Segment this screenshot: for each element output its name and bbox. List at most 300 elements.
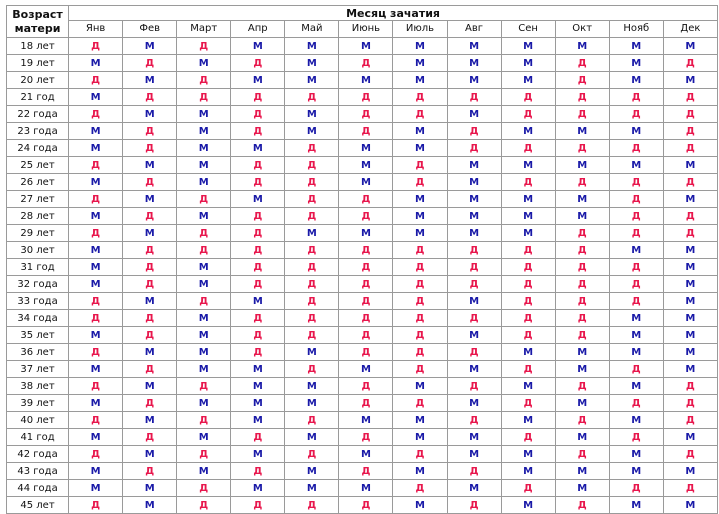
boy-cell: М (501, 412, 555, 429)
girl-cell: Д (123, 55, 177, 72)
boy-cell: М (177, 276, 231, 293)
boy-cell: М (339, 361, 393, 378)
mother-age-cell: 28 лет (7, 208, 69, 225)
boy-cell: М (177, 106, 231, 123)
boy-cell: М (609, 446, 663, 463)
boy-cell: М (231, 38, 285, 55)
conception-month-header: Месяц зачатия (69, 6, 718, 21)
mother-age-cell: 25 лет (7, 157, 69, 174)
month-header-10: Окт (555, 21, 609, 38)
boy-cell: М (555, 480, 609, 497)
girl-cell: Д (339, 497, 393, 514)
boy-cell: М (447, 55, 501, 72)
boy-cell: М (177, 463, 231, 480)
boy-cell: М (69, 463, 123, 480)
boy-cell: М (663, 72, 717, 89)
boy-cell: М (123, 106, 177, 123)
mother-age-header-line2: матери (14, 21, 61, 35)
girl-cell: Д (393, 174, 447, 191)
mother-age-cell: 20 лет (7, 72, 69, 89)
girl-cell: Д (231, 327, 285, 344)
month-names-row (7, 21, 718, 38)
boy-cell: М (609, 412, 663, 429)
girl-cell: Д (339, 429, 393, 446)
boy-cell: М (69, 140, 123, 157)
girl-cell: Д (447, 259, 501, 276)
girl-cell: Д (231, 174, 285, 191)
boy-cell: М (69, 208, 123, 225)
boy-cell: М (555, 208, 609, 225)
girl-cell: Д (609, 225, 663, 242)
table-row (7, 361, 718, 378)
boy-cell: М (393, 497, 447, 514)
girl-cell: Д (123, 310, 177, 327)
boy-cell: М (609, 327, 663, 344)
boy-cell: М (231, 412, 285, 429)
boy-cell: М (663, 463, 717, 480)
girl-cell: Д (285, 157, 339, 174)
girl-cell: Д (177, 225, 231, 242)
month-header-12: Дек (663, 21, 717, 38)
mother-age-header-line1: Возраст (12, 7, 63, 21)
girl-cell: Д (123, 327, 177, 344)
girl-cell: Д (393, 344, 447, 361)
girl-cell: Д (501, 174, 555, 191)
girl-cell: Д (609, 89, 663, 106)
girl-cell: Д (69, 225, 123, 242)
boy-cell: М (555, 429, 609, 446)
girl-cell: Д (177, 89, 231, 106)
boy-cell: М (69, 480, 123, 497)
boy-cell: М (231, 446, 285, 463)
boy-cell: М (555, 344, 609, 361)
boy-cell: М (123, 446, 177, 463)
girl-cell: Д (501, 293, 555, 310)
girl-cell: Д (285, 276, 339, 293)
boy-cell: М (609, 378, 663, 395)
mother-age-cell: 22 года (7, 106, 69, 123)
boy-cell: М (177, 259, 231, 276)
girl-cell: Д (285, 310, 339, 327)
girl-cell: Д (609, 395, 663, 412)
boy-cell: М (339, 174, 393, 191)
girl-cell: Д (177, 378, 231, 395)
table-row (7, 446, 718, 463)
boy-cell: М (555, 463, 609, 480)
boy-cell: М (393, 463, 447, 480)
girl-cell: Д (339, 293, 393, 310)
month-header-4: Апр (231, 21, 285, 38)
girl-cell: Д (501, 480, 555, 497)
girl-cell: Д (501, 242, 555, 259)
boy-cell: М (285, 106, 339, 123)
girl-cell: Д (393, 446, 447, 463)
boy-cell: М (285, 38, 339, 55)
boy-cell: М (393, 208, 447, 225)
mother-age-cell: 35 лет (7, 327, 69, 344)
boy-cell: М (285, 378, 339, 395)
girl-cell: Д (555, 140, 609, 157)
girl-cell: Д (231, 344, 285, 361)
table-body (7, 38, 718, 514)
girl-cell: Д (69, 344, 123, 361)
table-row (7, 429, 718, 446)
boy-cell: М (339, 225, 393, 242)
girl-cell: Д (555, 327, 609, 344)
mother-age-cell: 42 года (7, 446, 69, 463)
table-row (7, 191, 718, 208)
boy-cell: М (177, 429, 231, 446)
girl-cell: Д (177, 72, 231, 89)
girl-cell: Д (69, 497, 123, 514)
boy-cell: М (339, 38, 393, 55)
girl-cell: Д (501, 140, 555, 157)
girl-cell: Д (663, 140, 717, 157)
boy-cell: М (123, 378, 177, 395)
boy-cell: М (447, 293, 501, 310)
boy-cell: М (447, 327, 501, 344)
girl-cell: Д (231, 225, 285, 242)
girl-cell: Д (69, 310, 123, 327)
girl-cell: Д (177, 293, 231, 310)
girl-cell: Д (609, 106, 663, 123)
girl-cell: Д (609, 140, 663, 157)
table-row (7, 463, 718, 480)
girl-cell: Д (339, 310, 393, 327)
boy-cell: М (555, 123, 609, 140)
boy-cell: М (609, 55, 663, 72)
table-row (7, 259, 718, 276)
girl-cell: Д (663, 208, 717, 225)
boy-cell: М (69, 242, 123, 259)
girl-cell: Д (285, 361, 339, 378)
boy-cell: М (123, 344, 177, 361)
girl-cell: Д (663, 89, 717, 106)
mother-age-cell: 26 лет (7, 174, 69, 191)
boy-cell: М (339, 157, 393, 174)
header-row-top (7, 6, 718, 21)
boy-cell: М (555, 395, 609, 412)
boy-cell: М (609, 344, 663, 361)
girl-cell: Д (393, 242, 447, 259)
girl-cell: Д (447, 123, 501, 140)
girl-cell: Д (69, 72, 123, 89)
boy-cell: М (555, 38, 609, 55)
month-header-8: Авг (447, 21, 501, 38)
boy-cell: М (285, 429, 339, 446)
girl-cell: Д (663, 225, 717, 242)
girl-cell: Д (447, 242, 501, 259)
boy-cell: М (501, 55, 555, 72)
girl-cell: Д (393, 89, 447, 106)
girl-cell: Д (609, 361, 663, 378)
boy-cell: М (447, 225, 501, 242)
boy-cell: М (609, 38, 663, 55)
boy-cell: М (69, 327, 123, 344)
boy-cell: М (285, 463, 339, 480)
boy-cell: М (393, 72, 447, 89)
boy-cell: М (393, 429, 447, 446)
girl-cell: Д (609, 191, 663, 208)
table-row (7, 276, 718, 293)
boy-cell: М (231, 72, 285, 89)
girl-cell: Д (69, 106, 123, 123)
table-row (7, 480, 718, 497)
mother-age-cell: 31 год (7, 259, 69, 276)
girl-cell: Д (393, 361, 447, 378)
gender-prediction-table (6, 5, 718, 514)
boy-cell: М (123, 38, 177, 55)
boy-cell: М (501, 191, 555, 208)
table-row (7, 327, 718, 344)
girl-cell: Д (177, 497, 231, 514)
girl-cell: Д (393, 395, 447, 412)
boy-cell: М (501, 463, 555, 480)
girl-cell: Д (285, 497, 339, 514)
boy-cell: М (663, 293, 717, 310)
boy-cell: М (501, 344, 555, 361)
table-row (7, 395, 718, 412)
boy-cell: М (393, 140, 447, 157)
boy-cell: М (285, 480, 339, 497)
girl-cell: Д (663, 480, 717, 497)
boy-cell: М (69, 259, 123, 276)
table-row (7, 157, 718, 174)
boy-cell: М (447, 191, 501, 208)
girl-cell: Д (555, 242, 609, 259)
girl-cell: Д (555, 106, 609, 123)
girl-cell: Д (393, 157, 447, 174)
boy-cell: М (447, 174, 501, 191)
table-row (7, 123, 718, 140)
girl-cell: Д (447, 463, 501, 480)
boy-cell: М (447, 38, 501, 55)
girl-cell: Д (393, 259, 447, 276)
girl-cell: Д (339, 463, 393, 480)
girl-cell: Д (69, 157, 123, 174)
girl-cell: Д (555, 446, 609, 463)
girl-cell: Д (231, 259, 285, 276)
girl-cell: Д (447, 140, 501, 157)
boy-cell: М (123, 412, 177, 429)
girl-cell: Д (609, 429, 663, 446)
girl-cell: Д (501, 259, 555, 276)
boy-cell: М (501, 225, 555, 242)
boy-cell: М (393, 123, 447, 140)
girl-cell: Д (339, 208, 393, 225)
boy-cell: М (231, 191, 285, 208)
table-row (7, 225, 718, 242)
girl-cell: Д (663, 446, 717, 463)
boy-cell: М (177, 208, 231, 225)
table-row (7, 72, 718, 89)
girl-cell: Д (285, 191, 339, 208)
girl-cell: Д (501, 276, 555, 293)
girl-cell: Д (447, 412, 501, 429)
boy-cell: М (177, 157, 231, 174)
girl-cell: Д (339, 276, 393, 293)
mother-age-cell: 18 лет (7, 38, 69, 55)
month-header-9: Сен (501, 21, 555, 38)
table-row (7, 140, 718, 157)
girl-cell: Д (555, 89, 609, 106)
girl-cell: Д (609, 174, 663, 191)
boy-cell: М (123, 497, 177, 514)
girl-cell: Д (285, 412, 339, 429)
mother-age-cell: 30 лет (7, 242, 69, 259)
girl-cell: Д (609, 276, 663, 293)
girl-cell: Д (501, 395, 555, 412)
mother-age-cell: 45 лет (7, 497, 69, 514)
boy-cell: М (285, 225, 339, 242)
boy-cell: М (123, 157, 177, 174)
girl-cell: Д (339, 55, 393, 72)
boy-cell: М (609, 242, 663, 259)
month-header-6: Июнь (339, 21, 393, 38)
girl-cell: Д (69, 191, 123, 208)
girl-cell: Д (501, 361, 555, 378)
mother-age-cell: 36 лет (7, 344, 69, 361)
boy-cell: М (177, 344, 231, 361)
girl-cell: Д (339, 395, 393, 412)
girl-cell: Д (555, 72, 609, 89)
girl-cell: Д (69, 293, 123, 310)
boy-cell: М (663, 38, 717, 55)
mother-age-header (7, 6, 69, 38)
girl-cell: Д (393, 276, 447, 293)
girl-cell: Д (231, 89, 285, 106)
boy-cell: М (501, 208, 555, 225)
mother-age-cell: 34 года (7, 310, 69, 327)
girl-cell: Д (663, 55, 717, 72)
mother-age-cell: 40 лет (7, 412, 69, 429)
girl-cell: Д (663, 174, 717, 191)
table-row (7, 378, 718, 395)
boy-cell: М (285, 395, 339, 412)
table-row (7, 89, 718, 106)
boy-cell: М (663, 242, 717, 259)
girl-cell: Д (231, 276, 285, 293)
boy-cell: М (501, 72, 555, 89)
girl-cell: Д (231, 497, 285, 514)
girl-cell: Д (663, 378, 717, 395)
month-header-7: Июль (393, 21, 447, 38)
boy-cell: М (609, 157, 663, 174)
girl-cell: Д (177, 412, 231, 429)
boy-cell: М (177, 327, 231, 344)
girl-cell: Д (123, 395, 177, 412)
girl-cell: Д (339, 89, 393, 106)
girl-cell: Д (69, 446, 123, 463)
boy-cell: М (555, 361, 609, 378)
girl-cell: Д (339, 191, 393, 208)
boy-cell: М (123, 225, 177, 242)
gender-chart-container (6, 5, 719, 514)
girl-cell: Д (69, 378, 123, 395)
table-row (7, 174, 718, 191)
girl-cell: Д (501, 310, 555, 327)
mother-age-cell: 21 год (7, 89, 69, 106)
girl-cell: Д (69, 412, 123, 429)
table-row (7, 55, 718, 72)
boy-cell: М (177, 395, 231, 412)
table-row (7, 106, 718, 123)
boy-cell: М (447, 446, 501, 463)
boy-cell: М (231, 395, 285, 412)
girl-cell: Д (285, 174, 339, 191)
table-row (7, 310, 718, 327)
girl-cell: Д (123, 123, 177, 140)
boy-cell: М (501, 378, 555, 395)
girl-cell: Д (123, 429, 177, 446)
boy-cell: М (609, 310, 663, 327)
mother-age-cell: 29 лет (7, 225, 69, 242)
mother-age-cell: 24 года (7, 140, 69, 157)
boy-cell: М (393, 38, 447, 55)
girl-cell: Д (393, 480, 447, 497)
boy-cell: М (447, 395, 501, 412)
month-header-11: Нояб (609, 21, 663, 38)
boy-cell: М (231, 378, 285, 395)
boy-cell: М (285, 55, 339, 72)
boy-cell: М (231, 140, 285, 157)
boy-cell: М (285, 123, 339, 140)
table-row (7, 293, 718, 310)
boy-cell: М (69, 276, 123, 293)
girl-cell: Д (555, 55, 609, 72)
boy-cell: М (501, 123, 555, 140)
girl-cell: Д (555, 378, 609, 395)
boy-cell: М (447, 480, 501, 497)
girl-cell: Д (555, 310, 609, 327)
girl-cell: Д (663, 123, 717, 140)
girl-cell: Д (339, 259, 393, 276)
boy-cell: М (123, 191, 177, 208)
boy-cell: М (447, 361, 501, 378)
girl-cell: Д (555, 259, 609, 276)
boy-cell: М (339, 446, 393, 463)
girl-cell: Д (285, 140, 339, 157)
boy-cell: М (501, 38, 555, 55)
girl-cell: Д (609, 259, 663, 276)
girl-cell: Д (447, 378, 501, 395)
girl-cell: Д (447, 89, 501, 106)
boy-cell: М (69, 429, 123, 446)
mother-age-cell: 27 лет (7, 191, 69, 208)
boy-cell: М (393, 225, 447, 242)
boy-cell: М (231, 293, 285, 310)
girl-cell: Д (555, 225, 609, 242)
boy-cell: М (69, 174, 123, 191)
girl-cell: Д (231, 55, 285, 72)
girl-cell: Д (339, 123, 393, 140)
girl-cell: Д (285, 259, 339, 276)
girl-cell: Д (123, 89, 177, 106)
girl-cell: Д (339, 242, 393, 259)
boy-cell: М (123, 72, 177, 89)
girl-cell: Д (447, 344, 501, 361)
boy-cell: М (69, 361, 123, 378)
girl-cell: Д (339, 378, 393, 395)
boy-cell: М (339, 412, 393, 429)
girl-cell: Д (447, 276, 501, 293)
boy-cell: М (663, 157, 717, 174)
boy-cell: М (609, 497, 663, 514)
girl-cell: Д (447, 497, 501, 514)
mother-age-cell: 32 года (7, 276, 69, 293)
boy-cell: М (339, 140, 393, 157)
month-header-3: Март (177, 21, 231, 38)
